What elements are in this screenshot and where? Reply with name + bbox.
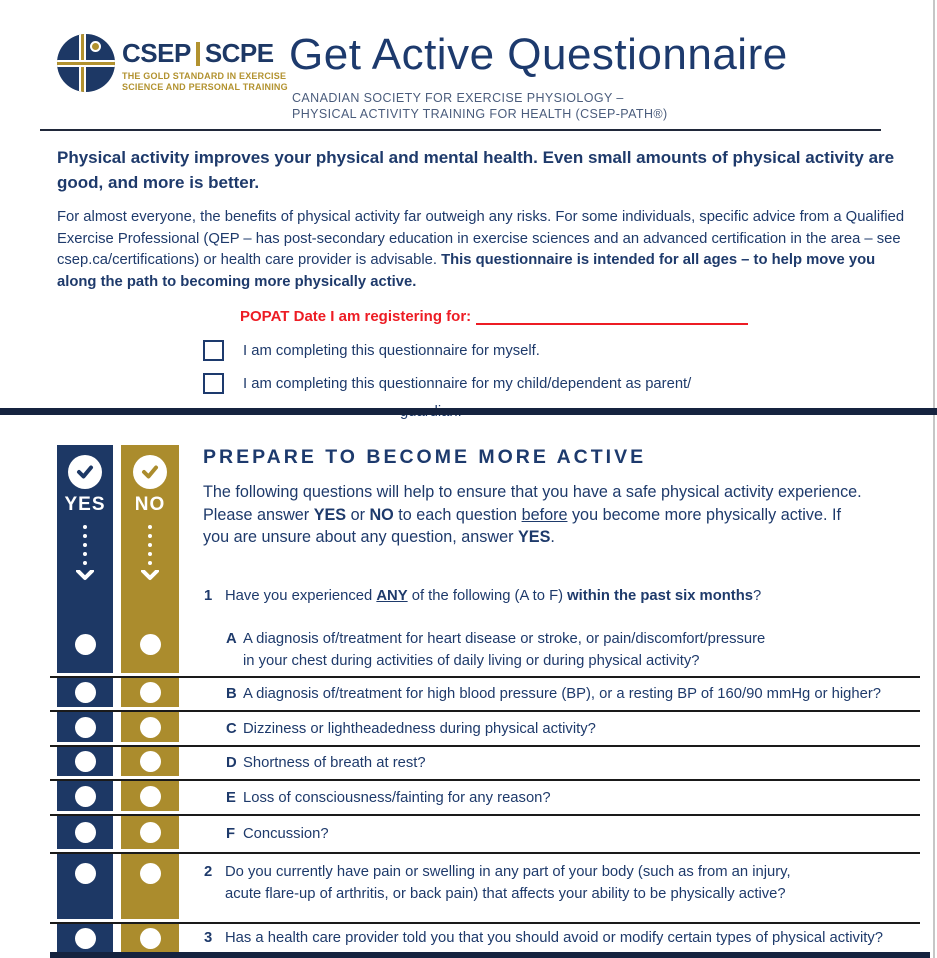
popat-date-row [240,308,748,325]
q2-no-radio[interactable] [140,863,161,884]
item-a [226,628,765,672]
item-a-letter: A [226,631,237,647]
csep-logo-icon [57,34,115,92]
q1e-no-radio[interactable] [140,786,161,807]
yes-option-cell [57,816,113,849]
q1f-no-radio[interactable] [140,822,161,843]
question-2-number: 2 [204,864,213,880]
page-title: Get Active Questionnaire [289,30,788,79]
section-instructions: The following questions will help to ensure that you have a safe physical activity experience. Please answer YES or NO to each question before you become more physically active. If you are unsure about any question, answer YES. [203,483,862,546]
yes-option-cell [57,924,113,952]
question-1-block [50,445,920,678]
page-edge [933,0,935,958]
question-2-row [50,854,920,924]
yes-option-cell [57,747,113,776]
header-divider [40,129,881,131]
yes-option-cell [57,678,113,707]
for-myself-row [203,340,540,361]
popat-date-label: POPAT Date I am registering for: [240,308,472,325]
no-option-cell [121,678,179,707]
yes-option-cell [57,781,113,811]
q1b-yes-radio[interactable] [75,682,96,703]
question-1-number: 1 [204,588,213,604]
item-f-text: Concussion? [243,826,329,842]
csep-logo-acronym: CSEP SCPE [122,38,274,68]
no-option-cell [121,747,179,776]
q1b-no-radio[interactable] [140,682,161,703]
page-bottom-bar [50,952,930,958]
q1d-yes-radio[interactable] [75,751,96,772]
csep-logo-tagline: THE GOLD STANDARD IN EXERCISE SCIENCE AND PERSONAL TRAINING [122,71,288,92]
no-option-cell [121,924,179,952]
question-1: 1 Have you experienced ANY of the following (A to F) within the past six months? [204,588,762,604]
question-2-text: Do you currently have pain or swelling in any part of your body (such as from an injury, acute flare-up of arthritis, or back pain) that affects your ability to be physically active? [225,864,791,902]
popat-date-field[interactable] [476,308,748,325]
item-c-row: C Dizziness or lightheadedness during physical activity? [50,712,920,747]
item-c-text: Dizziness or lightheadedness during physical activity? [243,720,596,737]
page-subtitle: CANADIAN SOCIETY FOR EXERCISE PHYSIOLOGY – PHYSICAL ACTIVITY TRAINING FOR HEALTH (CSEP-PATH®) [292,91,668,121]
no-column-label: NO [134,494,166,515]
no-option-cell [121,781,179,811]
questionnaire-section [50,445,920,952]
no-option-cell [121,854,179,919]
yes-option-cell [57,854,113,919]
q1d-no-radio[interactable] [140,751,161,772]
yes-check-circle-icon [68,455,102,489]
section-heading: PREPARE TO BECOME MORE ACTIVE [203,446,647,468]
q1c-no-radio[interactable] [140,717,161,738]
no-option-cell [121,712,179,742]
yes-column-label: YES [64,494,106,515]
logo-pipe-divider [196,42,200,66]
question-3-text: Has a health care provider told you that you should avoid or modify certain types of physical activity? [225,930,883,946]
for-myself-label: I am completing this questionnaire for myself. [243,343,540,359]
no-option-cell [121,816,179,849]
item-e-row: E Loss of consciousness/fainting for any reason? [50,781,920,816]
no-column-header [121,445,179,673]
for-child-label: I am completing this questionnaire for my child/dependent as parent/ [243,376,692,392]
q1e-yes-radio[interactable] [75,786,96,807]
no-check-circle-icon [133,455,167,489]
q1a-yes-radio[interactable] [75,634,96,655]
q2-yes-radio[interactable] [75,863,96,884]
for-child-checkbox[interactable] [203,373,224,394]
intro-lead-text: Physical activity improves your physical and mental health. Even small amounts of physical activity are good, and more is better. [57,148,895,192]
item-e-text: Loss of consciousness/fainting for any reason? [243,789,551,806]
for-myself-checkbox[interactable] [203,340,224,361]
q3-yes-radio[interactable] [75,928,96,949]
item-d-row: D Shortness of breath at rest? [50,747,920,781]
yes-dotted-arrow-icon [76,525,94,581]
q3-no-radio[interactable] [140,928,161,949]
no-dotted-arrow-icon [141,525,159,581]
q1a-no-radio[interactable] [140,634,161,655]
intro-body-text: For almost everyone, the benefits of physical activity far outweigh any risks. For some individuals, specific advice from a Qualified Exercise Professional (QEP – has post-secondary education in exercise sciences and an advanced certification in the area – see csep.ca/certifications) or health care provider is advisable. This questionnaire is intended for all ages – to help move you along the path to becoming more physically active. [57,209,905,290]
q1c-yes-radio[interactable] [75,717,96,738]
q1f-yes-radio[interactable] [75,822,96,843]
csep-logo [57,34,288,93]
yes-option-cell [57,712,113,742]
item-b-row: B A diagnosis of/treatment for high blood pressure (BP), or a resting BP of 160/90 mmHg or higher? [50,678,920,712]
for-child-row [203,373,691,394]
question-3-number: 3 [204,930,213,946]
item-a-text: A diagnosis of/treatment for heart disease or stroke, or pain/discomfort/pressure in your chest during activities of daily living or during physical activity? [243,631,766,669]
item-f-row: F Concussion? [50,816,920,854]
item-b-text: A diagnosis of/treatment for high blood pressure (BP), or a resting BP of 160/90 mmHg or higher? [243,686,881,702]
yes-column-header [57,445,113,673]
item-d-text: Shortness of breath at rest? [243,755,426,771]
question-3-row [50,924,920,952]
page-break-bar [0,408,937,415]
